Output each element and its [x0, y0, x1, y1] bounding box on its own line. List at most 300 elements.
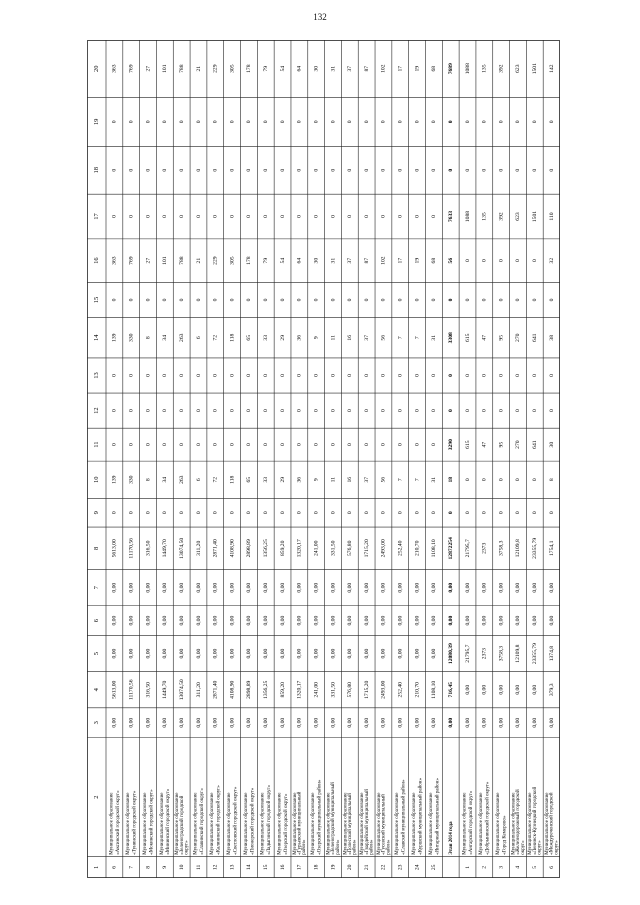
table-cell: 47	[481, 334, 488, 341]
table-cell: 0	[363, 120, 370, 124]
table-cell: 0,00	[447, 582, 454, 593]
table-cell: 7	[397, 478, 404, 482]
name-cell: округ»	[537, 840, 543, 855]
table-cell: 0,00	[229, 717, 236, 728]
name-cell: Муниципальное образование	[142, 792, 148, 855]
table-cell: 270	[515, 333, 522, 342]
name-cell: район»	[335, 839, 341, 855]
table-cell: 0	[313, 298, 320, 302]
table-cell: 0	[111, 215, 118, 218]
table-cell: 0,00	[162, 615, 169, 626]
table-cell: 0	[111, 511, 118, 515]
header-cell: 8	[92, 546, 100, 550]
table-cell: 0	[313, 168, 320, 172]
table-cell: 0	[330, 374, 337, 377]
table-cell: 270	[515, 440, 522, 449]
header-cell: 14	[92, 334, 100, 342]
table-cell: 379,3	[548, 683, 555, 697]
header-cell: 13	[92, 372, 100, 379]
name-cell: «Пионерский городской округ»	[250, 787, 256, 855]
table-cell: 0,00	[414, 582, 421, 593]
table-cell: 54	[279, 257, 286, 264]
table-cell: 0	[145, 409, 152, 413]
header-cell: 3	[92, 721, 100, 725]
table-cell: 0,00	[195, 717, 202, 728]
name-cell: Муниципальное образование	[511, 792, 517, 855]
table-cell: 0	[414, 443, 421, 447]
table-cell: 363	[111, 256, 118, 265]
table-cell: 87	[363, 65, 370, 72]
table-cell: 56	[447, 257, 454, 264]
table-cell: 210,70	[414, 540, 421, 557]
table-cell: 0	[447, 511, 454, 515]
table-cell: 0	[128, 120, 135, 124]
table-cell: 1108,10	[431, 539, 438, 558]
table-cell: 0	[212, 374, 219, 377]
header-cell: 2	[92, 795, 100, 799]
table-cell: 0	[515, 511, 522, 515]
table-cell: 0	[128, 409, 135, 413]
table-cell: 0	[111, 120, 118, 124]
table-cell: 0	[532, 168, 539, 172]
table-cell: 0	[380, 298, 387, 302]
table-cell: 2493,00	[380, 539, 387, 558]
table-cell: 0,00	[515, 615, 522, 626]
table-cell: 0	[296, 120, 303, 124]
table-cell: 0,00	[279, 648, 286, 659]
table-cell: 0,00	[111, 717, 118, 728]
table-cell: 0,00	[363, 648, 370, 659]
table-cell: 0	[313, 120, 320, 124]
table-cell: 0	[212, 120, 219, 124]
table-cell: 2871,40	[212, 680, 219, 699]
table-cell: 0,00	[431, 615, 438, 626]
table-cell: 178	[246, 64, 253, 73]
table-cell: 0	[464, 478, 471, 482]
table-cell: 210,70	[414, 682, 421, 698]
table-cell: 0,00	[229, 582, 236, 593]
table-cell: 0,00	[532, 717, 539, 728]
rotated-table	[87, 40, 560, 878]
name-cell: «Калининский городской округ»	[216, 785, 222, 855]
table-cell: 0	[532, 478, 539, 482]
table-cell: 118	[229, 475, 236, 484]
table-cell: 72	[212, 476, 219, 483]
table-cell: 0	[263, 298, 270, 302]
table-cell: 5613,00	[111, 539, 118, 558]
table-cell: 0,00	[145, 648, 152, 659]
table-cell: 139	[111, 333, 118, 342]
table-cell: 0,00	[532, 582, 539, 593]
table-cell: 31	[330, 257, 337, 264]
table-cell: 1501	[532, 63, 539, 75]
table-cell: 6	[195, 478, 202, 482]
table-cell: 19	[414, 65, 421, 72]
table-cell: 0	[162, 298, 169, 302]
table-cell: 316,50	[145, 682, 152, 698]
table-cell: 20	[347, 864, 354, 871]
table-cell: 11	[195, 864, 202, 871]
table-cell: 21	[363, 864, 370, 871]
table-cell: 0,00	[212, 582, 219, 593]
table-cell: 65	[246, 334, 253, 341]
table-cell: 3290	[447, 439, 454, 451]
table-cell: 0	[380, 120, 387, 124]
table-cell: 316,50	[145, 540, 152, 557]
table-cell: 0,00	[431, 648, 438, 659]
table-cell: 0	[347, 443, 354, 447]
table-cell: 0	[246, 215, 253, 218]
name-cell: «Железнодорожный городской	[516, 789, 522, 855]
table-cell: 0	[330, 443, 337, 447]
table-cell: 0	[447, 120, 454, 124]
table-cell: 12109,8	[515, 539, 522, 558]
table-cell: 0	[347, 168, 354, 172]
name-cell: «Озерский муниципальный район»	[317, 779, 323, 855]
table-cell: 0	[431, 168, 438, 172]
table-cell: 0	[246, 511, 253, 515]
table-cell: 3758,3	[498, 645, 505, 662]
table-cell: 0	[128, 511, 135, 515]
table-cell: 0	[162, 120, 169, 124]
table-cell: 0	[178, 511, 185, 515]
table-cell: 24	[414, 864, 421, 871]
table-cell: 0	[330, 168, 337, 172]
header-cell: 20	[92, 65, 100, 72]
table-cell: 0	[481, 259, 488, 263]
table-cell: 0	[347, 374, 354, 377]
table-cell: 1374,8	[548, 645, 555, 662]
header-cell: 5	[92, 651, 100, 656]
header-cell: 15	[92, 296, 100, 304]
table-cell: 0	[498, 409, 505, 413]
table-cell: 0,00	[313, 648, 320, 659]
table-cell: 102	[380, 256, 387, 265]
table-cell: 0,00	[178, 615, 185, 626]
table-cell: 0,00	[229, 615, 236, 626]
name-cell: Муниципальное образование	[428, 792, 434, 855]
table-cell: 0	[431, 120, 438, 124]
table-cell: 0	[313, 374, 320, 377]
table-cell: 0	[464, 374, 471, 377]
table-cell: 0	[313, 215, 320, 218]
table-cell: 0,00	[178, 582, 185, 593]
table-cell: 0,00	[145, 582, 152, 593]
name-cell: Муниципальное образование	[496, 792, 502, 855]
table-cell: 0	[162, 409, 169, 413]
table-cell: 0,00	[515, 717, 522, 728]
table-cell: 87	[363, 257, 370, 264]
table-cell: 263	[178, 475, 185, 484]
table-cell: 769	[128, 64, 135, 73]
table-cell: 0	[498, 259, 505, 263]
table-cell: 0	[447, 298, 454, 302]
table-cell: 1088	[464, 210, 471, 223]
table-cell: 0,00	[212, 615, 219, 626]
table-cell: 0	[313, 443, 320, 447]
table-cell: 0	[330, 298, 337, 302]
table-cell: 392	[498, 64, 505, 73]
table-cell: 0,00	[363, 717, 370, 728]
table-cell: 0	[363, 298, 370, 302]
table-cell: 0	[532, 298, 539, 302]
table-cell: 0	[414, 120, 421, 124]
table-cell: 0,00	[145, 615, 152, 626]
table-cell: 1356,25	[263, 680, 270, 699]
table-cell: 0,00	[313, 615, 320, 626]
table-cell: 0	[397, 374, 404, 377]
table-cell: 0	[380, 374, 387, 377]
table-cell: 0,00	[481, 684, 488, 695]
table-cell: 95	[498, 441, 505, 448]
table-cell: 0	[111, 443, 118, 447]
table-cell: 2898,89	[246, 680, 253, 699]
table-cell: 135	[481, 64, 488, 73]
table-cell: 0,00	[464, 684, 471, 695]
table-cell: 56	[380, 476, 387, 483]
table-cell: 22	[380, 864, 387, 871]
table-cell: 0,00	[431, 717, 438, 728]
table-cell: 37	[363, 476, 370, 483]
table-cell: 0	[263, 120, 270, 124]
table-cell: 0	[363, 443, 370, 447]
table-cell: 7633	[447, 210, 454, 223]
table-cell: 7	[128, 865, 135, 869]
table-cell: 0	[397, 120, 404, 124]
name-cell: «Тунинский городской округ»	[132, 790, 138, 855]
table-cell: 0	[431, 215, 438, 218]
table-cell: 36	[296, 476, 303, 483]
table-cell: 0	[263, 443, 270, 447]
table-cell: 0,00	[414, 648, 421, 659]
table-cell: 0	[246, 374, 253, 377]
table-cell: 30	[548, 441, 555, 448]
table-cell: 0,00	[296, 717, 303, 728]
table-cell: 0	[548, 120, 555, 124]
table-cell: 0	[447, 409, 454, 413]
table-cell: 0	[128, 215, 135, 218]
table-cell: 0,00	[498, 717, 505, 728]
table-cell: 0,00	[296, 615, 303, 626]
table-cell: 110	[548, 212, 555, 221]
table-cell: 15	[263, 864, 270, 871]
table-cell: 0	[464, 120, 471, 124]
table-cell: 331,50	[330, 682, 337, 698]
table-cell: 641	[532, 440, 539, 449]
table-cell: 0	[532, 120, 539, 124]
table-cell: 101	[162, 256, 169, 265]
table-cell: 0	[548, 374, 555, 377]
table-cell: 0	[212, 409, 219, 413]
name-cell: округ»	[554, 840, 560, 855]
table-cell: 0,00	[128, 717, 135, 728]
table-cell: 4108,90	[229, 680, 236, 699]
table-cell: 0	[162, 511, 169, 515]
table-cell: 0	[145, 168, 152, 172]
table-cell: 0	[397, 443, 404, 447]
name-cell: «Мининский городской округ»	[166, 788, 172, 855]
table-cell: 0	[532, 409, 539, 413]
table-cell: 788	[178, 64, 185, 73]
table-cell: 0,00	[363, 615, 370, 626]
table-cell: 0	[178, 298, 185, 302]
table-cell: 0	[498, 298, 505, 302]
table-cell: 17	[397, 65, 404, 72]
table-cell: 0	[330, 409, 337, 413]
table-cell: 30	[313, 257, 320, 264]
table-cell: 0	[330, 511, 337, 515]
header-cell: 1	[92, 865, 100, 869]
table-cell: 32	[548, 257, 555, 264]
table-cell: 0,00	[498, 615, 505, 626]
table-cell: 0	[330, 215, 337, 218]
table-cell: 34	[162, 476, 169, 483]
table-cell: 8	[145, 865, 152, 869]
name-cell: «Озерский городской округ»	[283, 793, 289, 855]
table-cell: 1501	[532, 210, 539, 223]
name-cell: Муниципальное образование	[175, 792, 181, 855]
table-cell: 9	[313, 336, 320, 340]
table-cell: 0	[481, 120, 488, 124]
table-cell: 0	[212, 443, 219, 447]
table-cell: 23355,79	[532, 643, 539, 665]
name-cell: Муниципальное образование	[210, 792, 216, 855]
table-cell: 0	[229, 120, 236, 124]
table-cell: 27	[145, 257, 152, 264]
table-cell: 0,00	[464, 717, 471, 728]
table-cell: 0	[380, 409, 387, 413]
table-cell: 1715,20	[363, 539, 370, 558]
table-cell: 0	[195, 215, 202, 218]
table-cell: 0	[414, 168, 421, 172]
table-cell: 716,45	[447, 682, 454, 698]
table-cell: 0,00	[128, 615, 135, 626]
name-cell: округ»	[520, 840, 526, 855]
table-cell: 0	[414, 409, 421, 413]
name-cell: «Янтарный муниципальный район»	[435, 778, 441, 855]
table-cell: 37	[363, 334, 370, 341]
table-cell: 54	[279, 65, 286, 72]
table-cell: 0	[178, 120, 185, 124]
table-cell: 0,00	[313, 717, 320, 728]
table-cell: 392	[498, 212, 505, 221]
table-cell: 0,00	[246, 582, 253, 593]
table-cell: 0	[246, 409, 253, 413]
table-cell: 0,00	[111, 615, 118, 626]
header-cell: 7	[92, 586, 100, 590]
table-cell: 0	[246, 443, 253, 447]
table-cell: 0	[229, 298, 236, 302]
table-cell: 118	[229, 333, 236, 342]
table-cell: 0	[347, 409, 354, 413]
table-cell: 0,00	[263, 717, 270, 728]
table-cell: 859,20	[279, 540, 286, 557]
table-cell: 0	[296, 168, 303, 172]
table-cell: 0,00	[548, 717, 555, 728]
table-cell: 0	[279, 120, 286, 124]
name-cell: Муниципальное образование	[126, 792, 132, 855]
table-cell: 0	[464, 511, 471, 515]
table-cell: 0,00	[515, 684, 522, 695]
table-cell: 7	[414, 478, 421, 482]
table-cell: 17	[296, 864, 303, 871]
table-cell: 0	[464, 298, 471, 302]
table-cell: 0	[279, 374, 286, 377]
table-cell: 0,00	[263, 582, 270, 593]
table-cell: 7	[414, 336, 421, 340]
table-cell: 0	[178, 409, 185, 413]
table-cell: 0	[178, 443, 185, 447]
table-cell: 8	[548, 478, 555, 482]
table-cell: 0,00	[212, 717, 219, 728]
table-cell: 0	[296, 409, 303, 413]
table-cell: 331,50	[330, 540, 337, 557]
table-cell: 6	[195, 336, 202, 340]
table-cell: 0	[397, 298, 404, 302]
table-cell: 21795,7	[464, 539, 471, 558]
table-cell: 0	[347, 298, 354, 302]
table-cell: 10	[178, 864, 185, 871]
table-cell: 0	[380, 443, 387, 447]
table-cell: 0	[279, 443, 286, 447]
table-cell: 0	[498, 374, 505, 377]
table-cell: 0	[532, 259, 539, 263]
table-cell: 0	[145, 374, 152, 377]
table-cell: 33	[263, 334, 270, 341]
table-cell: 0	[296, 215, 303, 218]
table-cell: 142	[548, 64, 555, 73]
table-cell: 0	[212, 168, 219, 172]
table-cell: 27	[145, 65, 152, 72]
table-cell: 0	[397, 409, 404, 413]
table-cell: 178	[246, 256, 253, 265]
name-cell: «Славский муниципальный район»	[401, 779, 407, 855]
table-cell: 0	[263, 168, 270, 172]
table-cell: 0	[481, 478, 488, 482]
table-cell: 0	[212, 511, 219, 515]
table-cell: 0	[128, 374, 135, 377]
name-cell: Муниципальное образование	[376, 792, 382, 855]
table-cell: 56	[380, 334, 387, 341]
table-cell: 576,80	[347, 540, 354, 557]
table-cell: 0	[414, 298, 421, 302]
table-cell: 0	[128, 168, 135, 172]
table-cell: 0	[515, 120, 522, 124]
table-cell: 0	[111, 374, 118, 377]
table-cell: 1449,70	[162, 539, 169, 558]
table-cell: 0,00	[347, 717, 354, 728]
table-cell: 5	[532, 865, 539, 869]
table-cell: 0	[229, 168, 236, 172]
table-cell: 615	[464, 333, 471, 342]
table-cell: 0,00	[212, 648, 219, 659]
table-cell: 7	[397, 336, 404, 340]
table-cell: 0	[481, 409, 488, 413]
table-cell: 12872254	[447, 537, 454, 560]
table-cell: 0,00	[111, 648, 118, 659]
table-cell: 65	[246, 476, 253, 483]
table-cell: 0	[464, 259, 471, 263]
table-cell: 18	[447, 476, 454, 483]
table-cell: 0	[145, 215, 152, 218]
table-cell: 0,00	[447, 615, 454, 626]
table-cell: 0,00	[145, 717, 152, 728]
table-cell: 0,00	[447, 717, 454, 728]
table-cell: 30	[313, 65, 320, 72]
table-cell: 0,00	[397, 648, 404, 659]
table-cell: 0	[548, 298, 555, 302]
table-cell: 305	[229, 64, 236, 73]
